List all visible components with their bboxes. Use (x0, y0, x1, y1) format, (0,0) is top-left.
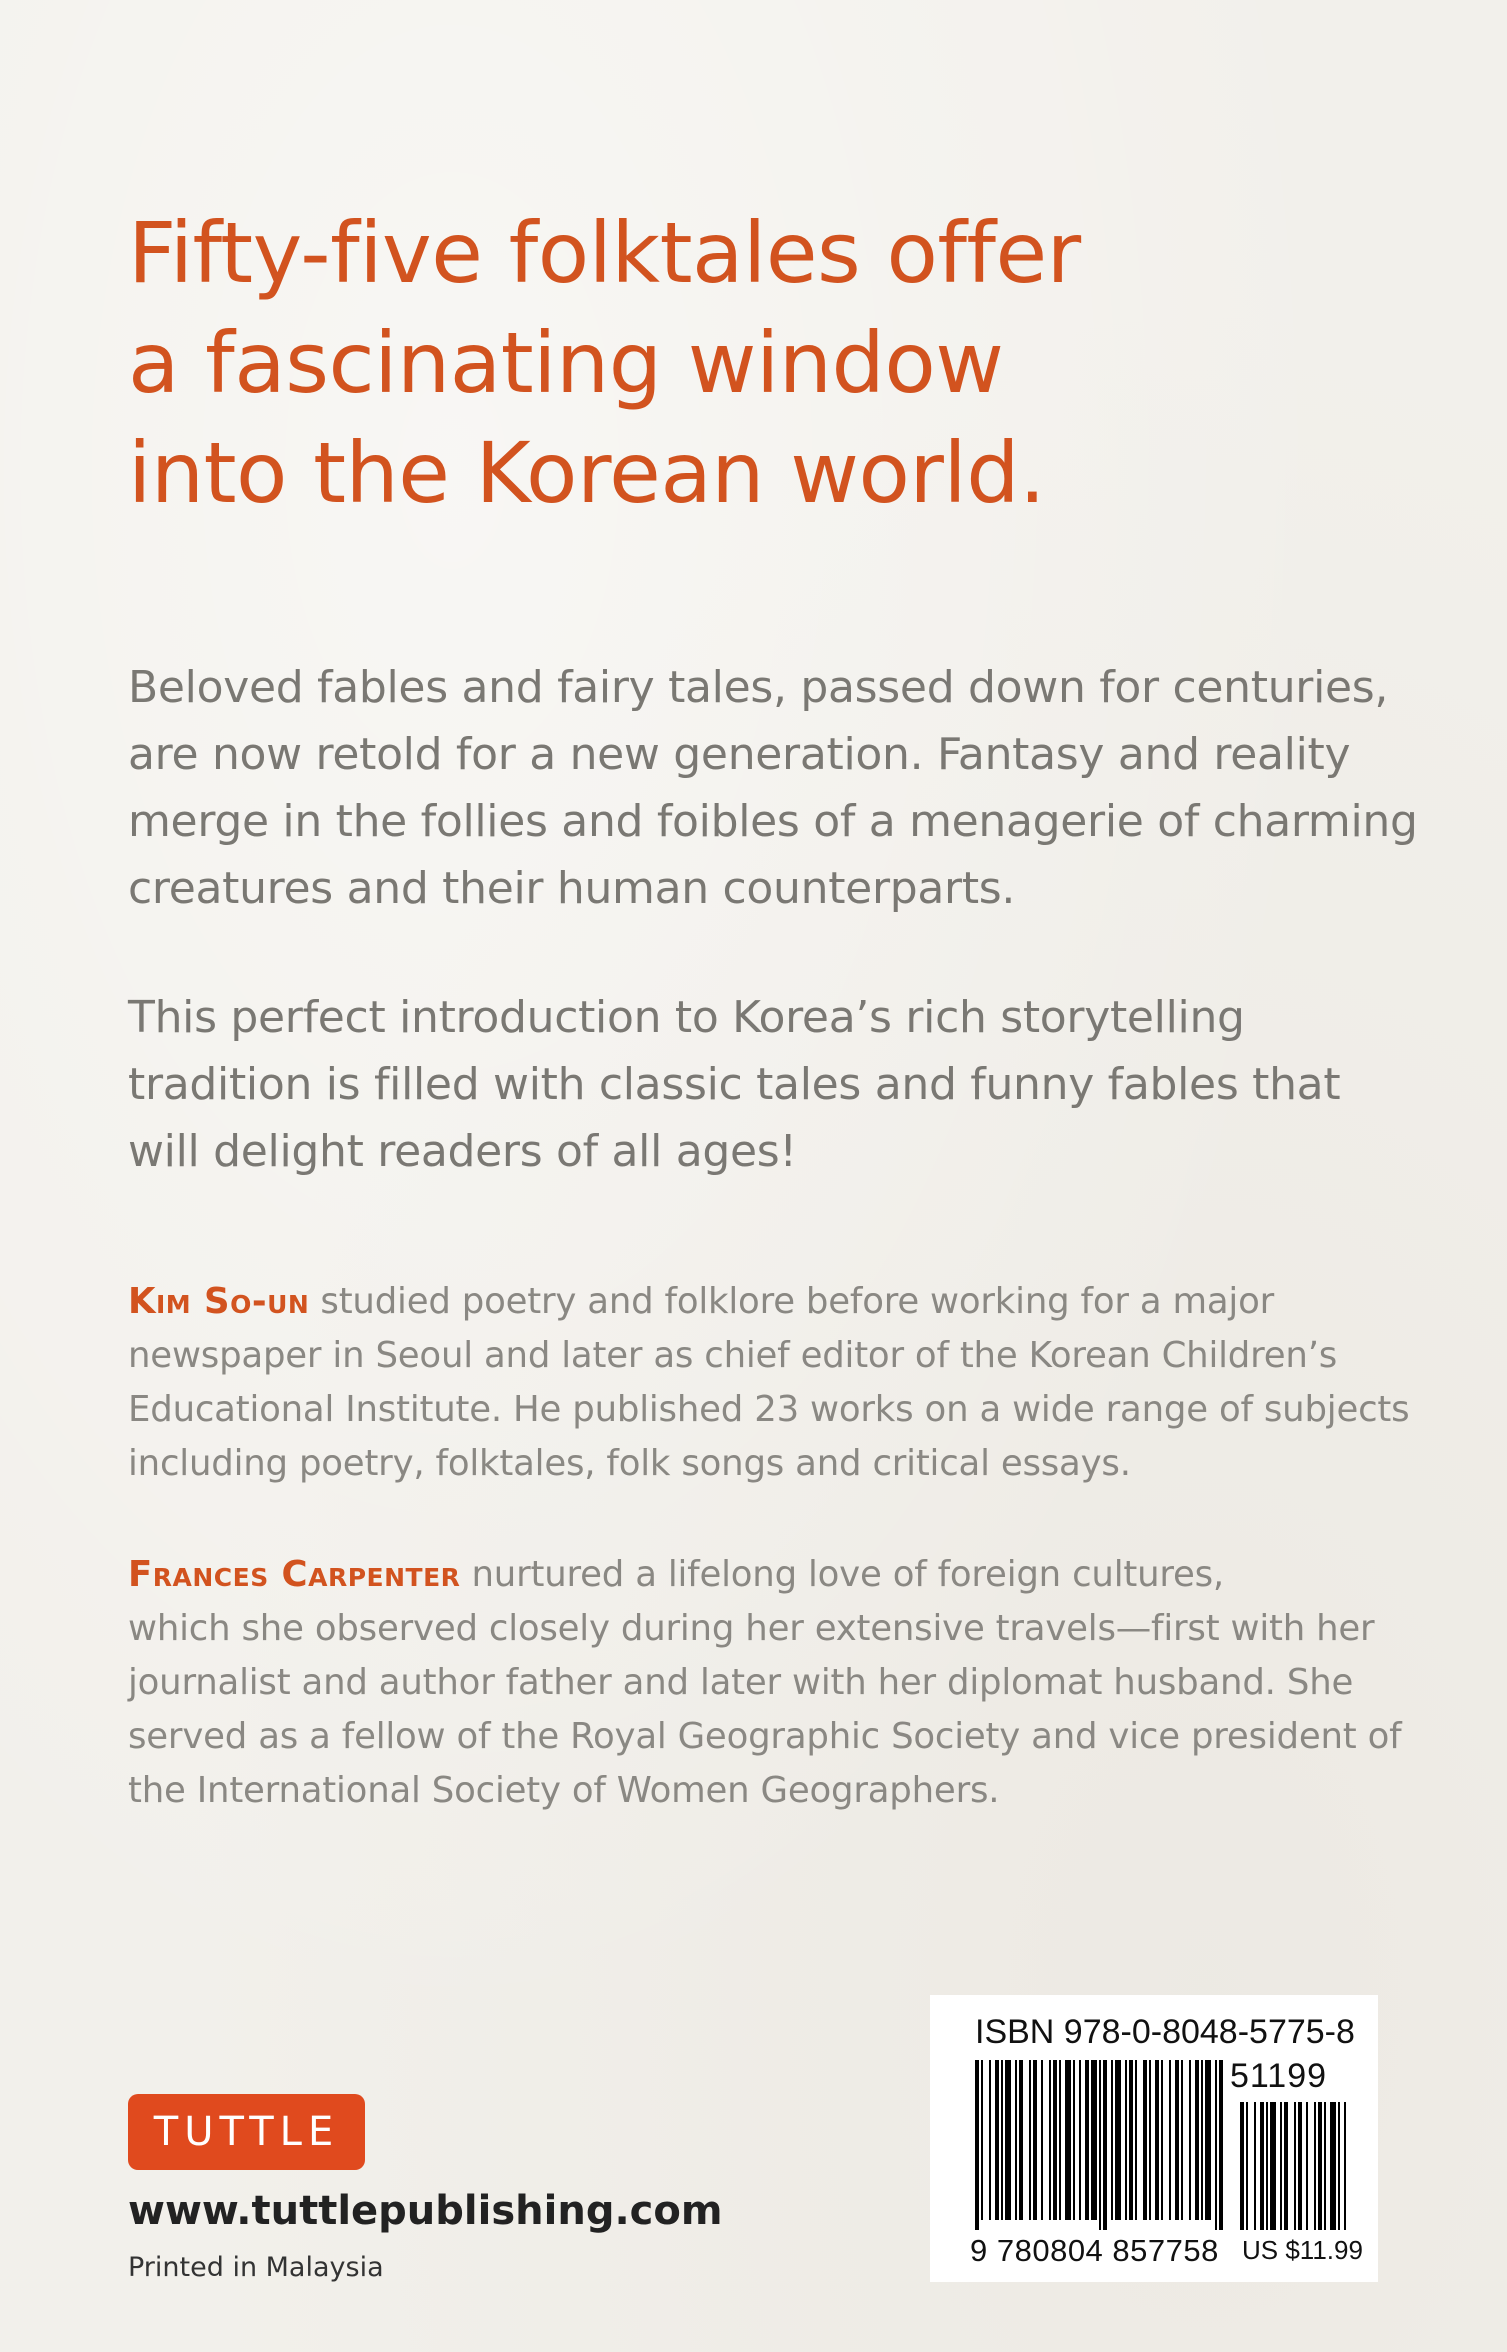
printed-in: Printed in Malaysia (128, 2252, 384, 2283)
headline-line: into the Korean world. (128, 424, 1046, 522)
translator-name: Frances Carpenter (128, 1554, 461, 1595)
bio-line: the International Society of Women Geographers. (128, 1770, 1000, 1811)
description-line: tradition is filled with classic tales and funny fables that (128, 1059, 1341, 1110)
bio-line (128, 1548, 1388, 1602)
bio-line: newspaper in Seoul and later as chief editor of the Korean Children’s (128, 1335, 1338, 1376)
translator-bio (128, 1548, 1402, 1818)
description-paragraph (128, 984, 1378, 1185)
bio-line: served as a fellow of the Royal Geographic Society and vice president of (128, 1716, 1402, 1757)
bio-line: journalist and author father and later with her diplomat husband. She (128, 1662, 1354, 1703)
description-line: creatures and their human counterparts. (128, 863, 1016, 914)
price-code: 51199 (1230, 2057, 1328, 2095)
barcode-panel (930, 1995, 1378, 2282)
bio-line: which she observed closely during her extensive travels—first with her (128, 1608, 1375, 1649)
bio-text: nurtured a lifelong love of foreign cultures, (460, 1554, 1225, 1595)
description-line: This perfect introduction to Korea’s rich storytelling (128, 992, 1245, 1043)
description-line: will delight readers of all ages! (128, 1126, 797, 1177)
headline-line: a fascinating window (128, 314, 1004, 412)
headline (128, 198, 1328, 528)
publisher-logo: TUTTLE (128, 2094, 365, 2170)
us-price: US $11.99 (1242, 2235, 1363, 2265)
bio-line: including poetry, folktales, folk songs and critical essays. (128, 1443, 1131, 1484)
description-line: merge in the follies and foibles of a menagerie of charming (128, 796, 1418, 847)
ean-digits: 9 780804 857758 (970, 2233, 1219, 2268)
author-name: Kim So-un (128, 1281, 310, 1322)
bio-line: Educational Institute. He published 23 works on a wide range of subjects (128, 1389, 1410, 1430)
price-barcode (1240, 2102, 1352, 2230)
author-bio (128, 1275, 1410, 1491)
isbn-number: ISBN 978-0-8048-5775-8 (975, 2013, 1355, 2051)
bio-text: studied poetry and folklore before working for a major (309, 1281, 1274, 1322)
publisher-website[interactable]: www.tuttlepublishing.com (128, 2188, 723, 2234)
ean-barcode (975, 2060, 1225, 2230)
description-line: Beloved fables and fairy tales, passed down for centuries, (128, 662, 1389, 713)
headline-line: Fifty-five folktales offer (128, 204, 1081, 302)
description-paragraph (128, 654, 1418, 922)
bio-line (128, 1275, 1388, 1329)
description-line: are now retold for a new generation. Fantasy and reality (128, 729, 1351, 780)
